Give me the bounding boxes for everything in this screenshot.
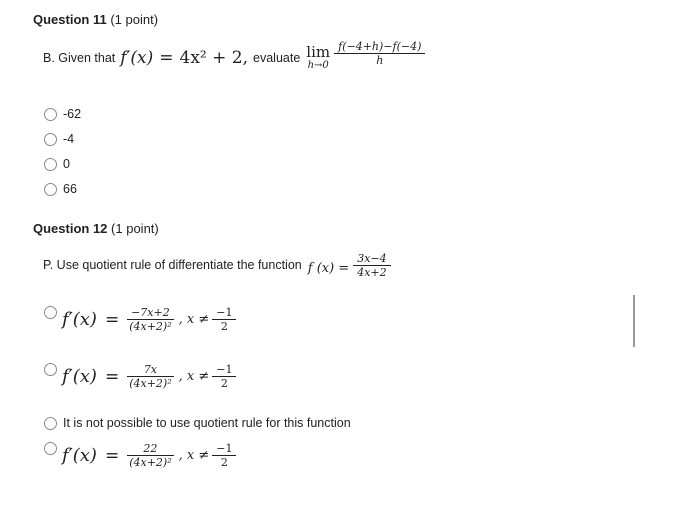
question-12-prompt [43, 250, 389, 280]
q12-opt2-cond-fraction [214, 363, 234, 390]
q12-opt2-cond: , x ≠ [178, 369, 210, 384]
question-11-points: (1 point) [110, 12, 159, 27]
q12-opt1-lhs: f′(x) [62, 309, 97, 330]
q12-opt1-cden: 2 [212, 319, 236, 333]
q12-opt4-den: (4x+2)² [129, 456, 172, 469]
q12-fx: f (x) = [307, 260, 350, 276]
q12-function-fraction [355, 252, 388, 279]
q12-opt2-cden: 2 [212, 376, 236, 390]
q12-opt4-cnum: −1 [216, 442, 233, 455]
q11-option-1-radio[interactable] [44, 108, 57, 121]
q11-rhs: 4x² + 2, [179, 48, 249, 68]
q12-opt1-num: −7x+2 [131, 306, 170, 319]
q11-lim-sub: h→0 [307, 60, 329, 71]
q12-opt4-num: 22 [143, 442, 158, 455]
q12-prompt-text: P. Use quotient rule of differentiate the function [43, 258, 302, 272]
q12-opt4-cden: 2 [212, 455, 236, 469]
q12-opt1-fraction [127, 306, 173, 333]
q12-opt1-cond: , x ≠ [178, 312, 210, 327]
q11-option-1-label: -62 [63, 107, 82, 121]
question-12-points: (1 point) [111, 221, 159, 236]
q12-option-4-label [62, 442, 234, 469]
question-11-prompt [43, 40, 423, 76]
q11-equals: = [159, 48, 174, 68]
q12-opt2-den: (4x+2)² [129, 377, 172, 390]
q11-fprime: f′(x) [120, 48, 154, 68]
q12-option-2-radio[interactable] [44, 363, 57, 376]
q12-option-1-label [62, 306, 234, 333]
q12-func-num: 3x−4 [357, 251, 387, 265]
q12-option-3-label: It is not possible to use quotient rule for this function [63, 416, 351, 430]
q12-opt2-fraction [127, 363, 173, 390]
q11-evaluate: evaluate [253, 51, 301, 65]
q11-limit [306, 44, 330, 72]
q12-option-1-radio[interactable] [44, 306, 57, 319]
q12-opt2-lhs: f′(x) [62, 366, 97, 387]
q12-opt1-cnum: −1 [216, 306, 233, 319]
q12-opt4-fraction [127, 442, 173, 469]
q11-option-4-label: 66 [63, 182, 77, 196]
question-12-number: Question 12 [33, 221, 108, 236]
q11-frac-den: h [334, 53, 425, 67]
q12-option-3-radio[interactable] [44, 417, 57, 430]
q11-option-4-radio[interactable] [44, 183, 57, 196]
q11-prompt-prefix: B. Given that [43, 51, 116, 65]
q12-opt2-eq: = [104, 366, 120, 387]
q11-lim: lim [306, 43, 331, 61]
q12-opt2-num: 7x [143, 363, 158, 376]
q12-opt2-cnum: −1 [216, 363, 233, 376]
q11-option-3-label: 0 [63, 157, 70, 171]
question-11-title [33, 12, 158, 27]
q12-option-2-label [62, 363, 234, 390]
q11-option-2-radio[interactable] [44, 133, 57, 146]
scrollbar-thumb[interactable] [633, 295, 635, 347]
q12-opt4-eq: = [104, 445, 120, 466]
q12-opt4-cond-fraction [214, 442, 234, 469]
q11-frac-num: f(−4+h)−f(−4) [338, 39, 422, 53]
q11-fraction [336, 40, 423, 67]
question-12-title [33, 221, 159, 236]
q12-func-den: 4x+2 [353, 265, 390, 279]
q12-opt4-lhs: f′(x) [62, 445, 97, 466]
q11-option-2-label: -4 [63, 132, 75, 146]
q12-opt4-cond: , x ≠ [178, 448, 210, 463]
question-11-number: Question 11 [33, 12, 107, 27]
q12-opt1-cond-fraction [214, 306, 234, 333]
q12-option-4-radio[interactable] [44, 442, 57, 455]
q12-opt1-den: (4x+2)² [129, 320, 172, 333]
q11-option-3-radio[interactable] [44, 158, 57, 171]
q12-opt1-eq: = [104, 309, 120, 330]
